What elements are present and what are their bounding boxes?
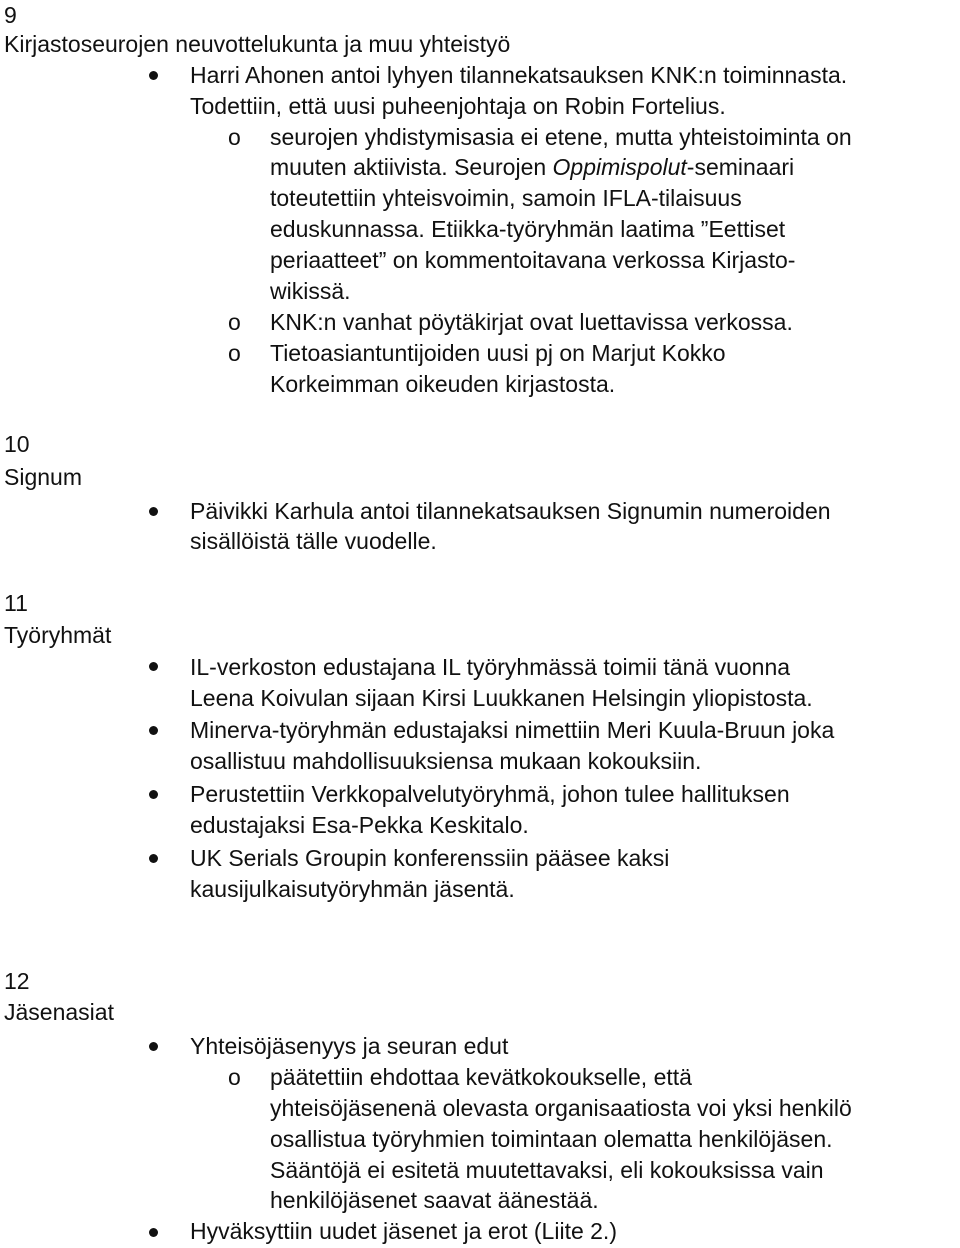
bullet-icon	[149, 1228, 158, 1237]
section-title-11: Työryhmät	[4, 622, 112, 648]
bullet-text-line: UK Serials Groupin konferenssiin pääsee kaksi	[190, 845, 670, 871]
bullet-text-line: Todettiin, että uusi puheenjohtaja on Robin Fortelius.	[190, 93, 726, 119]
sub-bullet-text-line: muuten aktiivista. Seurojen Oppimispolut-seminaari	[270, 154, 795, 180]
bullet-text-line: Leena Koivulan sijaan Kirsi Luukkanen Helsingin yliopistosta.	[190, 685, 813, 711]
bullet-text-line: Hyväksyttiin uudet jäsenet ja erot (Liite 2.)	[190, 1218, 617, 1244]
bullet-text-line: kausijulkaisutyöryhmän jäsentä.	[190, 876, 515, 902]
sub-bullet-text-line: Sääntöjä ei esitetä muutettavaksi, eli kokouksissa vain	[270, 1157, 824, 1183]
section-number-11: 11	[4, 590, 28, 616]
sub-bullet-text-line: Korkeimman oikeuden kirjastosta.	[270, 371, 616, 397]
section-number-12: 12	[4, 968, 30, 994]
sub-bullet-text-line: päätettiin ehdottaa kevätkokoukselle, että	[270, 1064, 692, 1090]
bullet-text-line: Harri Ahonen antoi lyhyen tilannekatsauksen KNK:n toiminnasta.	[190, 62, 848, 88]
bullet-icon	[149, 71, 158, 80]
sub-bullet-text-line: KNK:n vanhat pöytäkirjat ovat luettavissa verkossa.	[270, 309, 793, 335]
bullet-text-line: edustajaksi Esa-Pekka Keskitalo.	[190, 812, 529, 838]
bullet-icon	[149, 854, 158, 863]
sub-bullet-text-line: toteutettiin yhteisvoimin, samoin IFLA-tilaisuus	[270, 185, 742, 211]
section-number-10: 10	[4, 431, 30, 457]
bullet-text-line: osallistuu mahdollisuuksiensa mukaan kokouksiin.	[190, 748, 702, 774]
bullet-text-line: Perustettiin Verkkopalvelutyöryhmä, johon tulee hallituksen	[190, 781, 790, 807]
bullet-text-line: Yhteisöjäsenyys ja seuran edut	[190, 1033, 509, 1059]
bullet-text-line: IL-verkoston edustajana IL työryhmässä toimii tänä vuonna	[190, 654, 791, 680]
sub-bullet-icon: o	[228, 1064, 241, 1090]
sub-bullet-icon: o	[228, 340, 241, 366]
sub-bullet-text-line: wikissä.	[270, 278, 351, 304]
sub-bullet-text-line: eduskunnassa. Etiikka-työryhmän laatima ”Eettiset	[270, 216, 786, 242]
bullet-icon	[149, 1042, 158, 1051]
sub-bullet-text-line: Tietoasiantuntijoiden uusi pj on Marjut Kokko	[270, 340, 726, 366]
bullet-text-line: Päivikki Karhula antoi tilannekatsauksen Signumin numeroiden	[190, 498, 831, 524]
sub-bullet-icon: o	[228, 309, 241, 335]
italic-term: Oppimispolut	[552, 154, 687, 180]
sub-bullet-text-line: osallistua työryhmien toimintaan olematta henkilöjäsen.	[270, 1126, 833, 1152]
bullet-icon	[149, 507, 158, 516]
section-title-12: Jäsenasiat	[4, 999, 114, 1025]
section-title-10: Signum	[4, 464, 82, 490]
bullet-text-line: Minerva-työryhmän edustajaksi nimettiin Meri Kuula-Bruun joka	[190, 717, 835, 743]
bullet-icon	[149, 790, 158, 799]
section-title-9: Kirjastoseurojen neuvottelukunta ja muu yhteistyö	[4, 31, 511, 57]
bullet-icon	[149, 662, 158, 671]
sub-bullet-text-line: seurojen yhdistymisasia ei etene, mutta yhteistoiminta on	[270, 124, 852, 150]
bullet-text-line: sisällöistä tälle vuodelle.	[190, 528, 437, 554]
sub-bullet-text-line: yhteisöjäsenenä olevasta organisaatiosta voi yksi henkilö	[270, 1095, 852, 1121]
sub-bullet-text-line: henkilöjäsenet saavat äänestää.	[270, 1187, 599, 1213]
bullet-icon	[149, 726, 158, 735]
section-number-9: 9	[4, 2, 17, 28]
sub-bullet-text-line: periaatteet” on kommentoitavana verkossa Kirjasto-	[270, 247, 796, 273]
sub-bullet-icon: o	[228, 124, 241, 150]
